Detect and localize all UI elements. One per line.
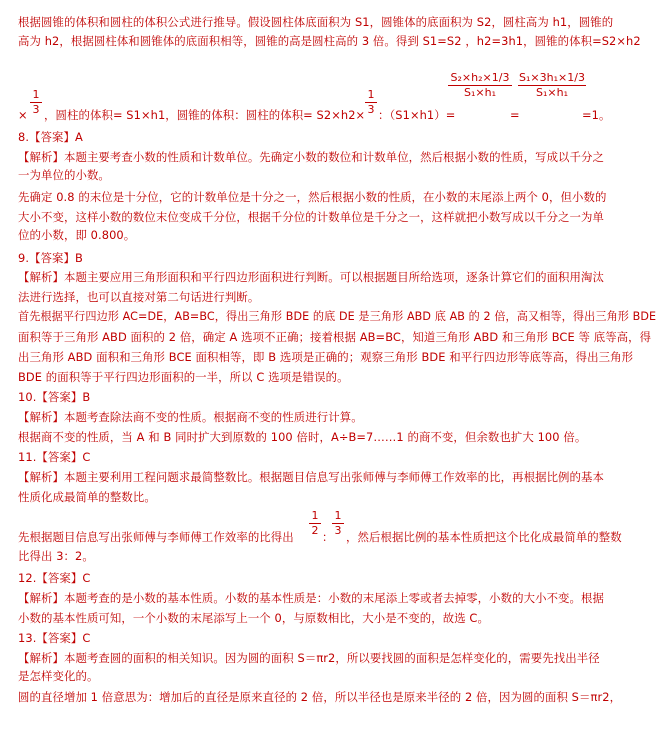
answer-heading: 9.【答案】B [18,251,83,265]
text-line: 面积等于三角形 ABD 面积的 2 倍，确定 A 选项不正确；接着根据 AB=BC，知道三角形 ABD 和三角形 BCE 等 底等高，得 [18,330,652,344]
text-line: 首先根据平行四边形 AC=DE，AB=BC，得出三角形 BDE 的底 DE 是三角形 ABD 底 AB 的 2 倍，高又相等，得出三角形 BDE [18,310,657,323]
text-line: 【解析】本题考查的是小数的基本性质。小数的基本性质是：小数的末尾添上零或者去掉零，小数的大小不变。根据 [18,591,605,605]
text-line: 【解析】本题主要考查小数的性质和计数单位。先确定小数的数位和计数单位，然后根据小数的性质，写成以千分之 [18,150,605,164]
fraction: 1 3 [365,89,377,116]
fraction: S₂×h₂×1/3 S₁×h₁ [448,72,512,99]
text-line: 一为单位的小数。 [18,168,110,182]
answer-heading: 13.【答案】C [18,631,91,645]
text-line: 高为 h2，根据圆柱体和圆锥体的底面积相等，圆锥的高是圆柱高的 3 倍。得到 S1=S2 ，h2=3h1，圆锥的体积=S2×h2 [18,34,641,48]
text-line: ： [322,530,334,544]
text-line: =1。 [582,108,611,122]
text-line: 法进行选择，也可以直接对第二句话进行判断。 [18,290,260,304]
text-line: 【解析】本题考查圆的面积的相关知识。因为圆的面积 S＝πr2，所以要找圆的面积是怎样变化的，需要先找出半径 [18,651,600,665]
text-line: BDE 的面积等于平行四边形面积的一半，所以 C 选项是错误的。 [18,370,349,384]
text-line: = [510,108,520,122]
text-line: 先确定 0.8 的末位是十分位，它的计数单位是十分之一，然后根据小数的性质，在小数的末尾添上两个 0，但小数的 [18,190,607,204]
fraction: 1 3 [332,510,344,537]
text-line: 【解析】本题考查除法商不变的性质。根据商不变的性质进行计算。 [18,410,363,424]
text-line: 比得出 3：2。 [18,549,94,563]
text-line: ：（S1×h1）= [378,108,456,122]
text-line: 根据商不变的性质，当 A 和 B 同时扩大到原数的 100 倍时，A÷B=7……1 的商不变，但余数也扩大 100 倍。 [18,430,587,444]
fraction: 1 3 [30,89,42,116]
text-line: 出三角形 ABD 面积和三角形 BCE 面积相等，即 B 选项是正确的；观察三角形 BDE 和平行四边形等底等高，得出三角形 [18,350,634,364]
text-line: ，然后根据比例的基本性质把这个比化成最简单的整数 [346,530,622,544]
text-line: ，圆柱的体积= S1×h1，圆锥的体积：圆柱的体积= S2×h2× [44,108,366,122]
text-line: 大小不变，这样小数的数位末位变成千分位，根据千分位的计数单位是千分之一，这样就把小数写成以千分之一为单 [18,210,605,224]
fraction: S₁×3h₁×1/3 S₁×h₁ [519,71,585,99]
text-line: 【解析】本题主要应用三角形面积和平行四边形面积进行判断。可以根据题目所给选项，逐条计算它们的面积用淘汰 [18,270,605,284]
text-line: × [18,108,28,122]
answer-heading: 10.【答案】B [18,390,91,404]
text-line: 【解析】本题主要利用工程问题求最简整数比。根据题目信息写出张师傅与李师傅工作效率的比，再根据比例的基本 [18,470,605,484]
answer-heading: 11.【答案】C [18,450,91,464]
answer-heading: 12.【答案】C [18,571,91,585]
text-line: 根据圆锥的体积和圆柱的体积公式进行推导。假设圆柱体底面积为 S1，圆锥体的底面积为 S2，圆柱高为 h1，圆锥的 [18,15,614,29]
text-line: 先根据题目信息写出张师傅与李师傅工作效率的比得出 [18,530,294,544]
fraction: 1 2 [309,510,321,537]
text-line: 小数的基本性质可知，一个小数的末尾添写上一个 0，与原数相比，大小是不变的，故选 C。 [18,611,489,625]
text-line: 圆的直径增加 1 倍意思为：增加后的直径是原来直径的 2 倍，所以半径也是原来半径的 2 倍，因为圆的面积 S＝πr2， [18,690,622,704]
text-line: 是怎样变化的。 [18,669,99,683]
text-line: 位的小数，即 0.800。 [18,228,136,242]
answer-heading: 8.【答案】A [18,130,83,144]
text-line: 性质化成最简单的整数比。 [18,490,156,504]
